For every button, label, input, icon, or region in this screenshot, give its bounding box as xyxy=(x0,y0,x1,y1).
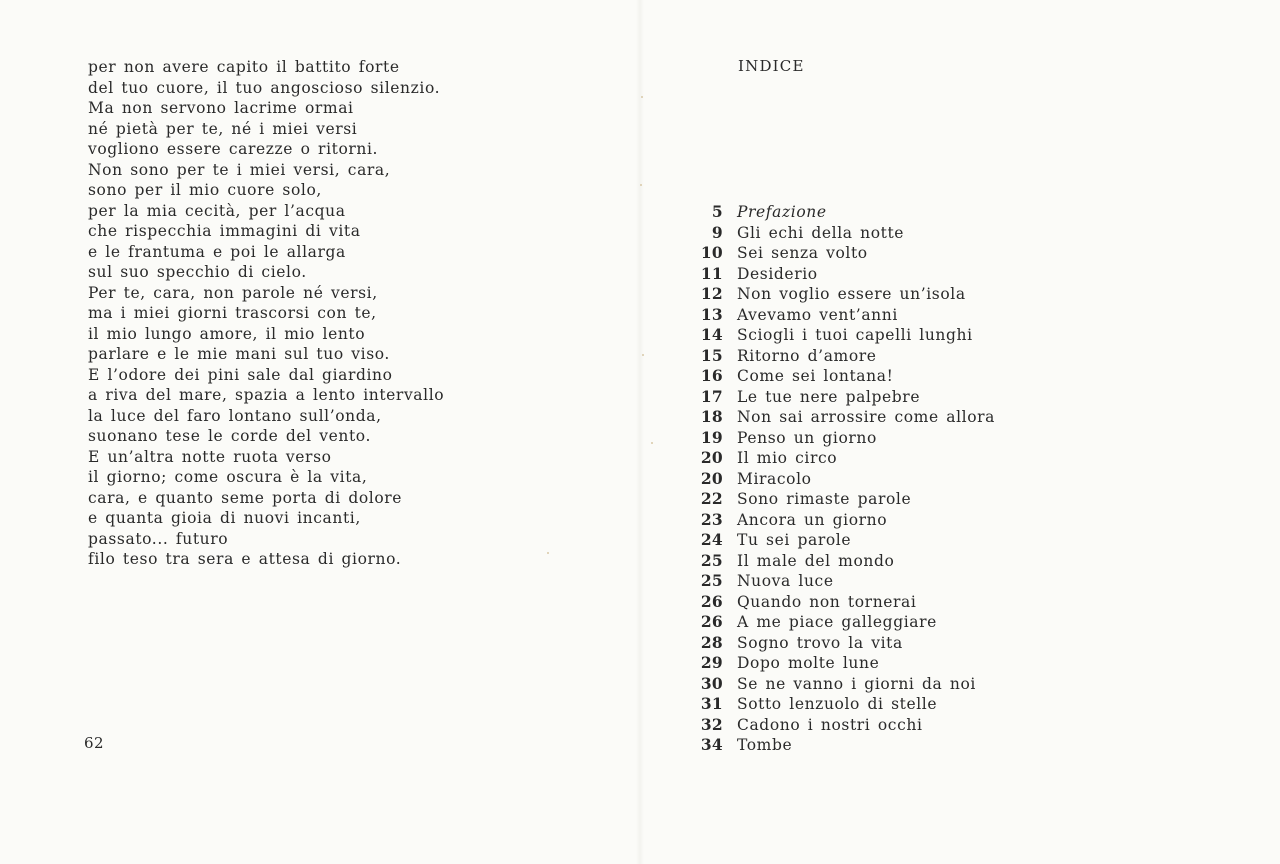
poem-line: né pietà per te, né i miei versi xyxy=(88,119,358,138)
toc-title: Gli echi della notte xyxy=(737,223,905,242)
toc-entry xyxy=(690,530,1110,551)
toc-page-number: 17 xyxy=(700,386,723,406)
toc-entry xyxy=(690,223,1110,244)
toc-title: Il male del mondo xyxy=(737,551,895,570)
toc-page-number: 26 xyxy=(700,612,723,631)
toc-title: Ritorno d’amore xyxy=(737,346,877,365)
toc-title: Non voglio essere un’isola xyxy=(737,285,966,303)
poem-line: sul suo specchio di cielo. xyxy=(88,263,307,281)
toc-entry xyxy=(690,653,1110,674)
toc-entry xyxy=(690,428,1110,449)
poem-line: ma i miei giorni trascorsi con te, xyxy=(88,304,377,322)
toc-entry xyxy=(690,571,1110,592)
toc-page-number: 9 xyxy=(711,222,723,242)
toc-title: Penso un giorno xyxy=(737,428,877,447)
toc-page-number: 29 xyxy=(700,653,723,672)
toc-title: Desiderio xyxy=(737,264,818,283)
poem-line: E un’altra notte ruota verso xyxy=(88,447,332,466)
toc-title: Miracolo xyxy=(737,469,812,488)
toc-title: Se ne vanno i giorni da noi xyxy=(737,674,976,693)
poem-line: e le frantuma e poi le allarga xyxy=(88,242,346,261)
toc-entry xyxy=(690,694,1110,715)
toc-page-number: 25 xyxy=(700,571,723,590)
poem-line: filo teso tra sera e attesa di giorno. xyxy=(88,550,402,568)
toc-title: Non sai arrossire come allora xyxy=(737,408,995,426)
poem-line: passato... futuro xyxy=(88,529,229,548)
toc-page-number: 22 xyxy=(700,489,723,508)
poem-line: suonano tese le corde del vento. xyxy=(88,427,371,445)
toc-page-number: 25 xyxy=(700,550,723,570)
toc-page-number: 20 xyxy=(700,448,723,467)
toc-page-number: 16 xyxy=(700,366,723,385)
toc-page-number: 20 xyxy=(700,468,723,488)
toc-title: Il mio circo xyxy=(737,449,838,467)
poem-line: Per te, cara, non parole né versi, xyxy=(88,283,378,302)
toc-title: Quando non tornerai xyxy=(737,592,917,611)
toc-entry xyxy=(690,735,1110,756)
poem-line: vogliono essere carezze o ritorni. xyxy=(88,140,379,158)
poem-line: a riva del mare, spazia a lento intervallo xyxy=(88,386,445,404)
toc-title: Prefazione xyxy=(737,203,827,221)
paper-speck xyxy=(641,96,643,98)
poem-line: la luce del faro lontano sull’onda, xyxy=(88,406,382,425)
toc-page-number: 26 xyxy=(700,591,723,611)
toc-page-number: 5 xyxy=(711,202,723,221)
paper-speck xyxy=(640,184,642,186)
toc-page-number: 28 xyxy=(700,632,723,652)
toc-page-number: 11 xyxy=(700,263,723,283)
toc-title: Avevamo vent’anni xyxy=(737,305,898,324)
toc-title: Ancora un giorno xyxy=(737,510,888,529)
toc-entry xyxy=(690,387,1110,408)
poem-line: il mio lungo amore, il mio lento xyxy=(88,324,366,343)
toc-page-number: 12 xyxy=(700,284,723,303)
toc-entry xyxy=(690,346,1110,367)
paper-speck xyxy=(651,442,653,444)
toc-entry xyxy=(690,592,1110,613)
toc-page-number: 30 xyxy=(700,673,723,693)
poem-text xyxy=(88,57,508,570)
poem-line: e quanta gioia di nuovi incanti, xyxy=(88,509,361,527)
toc-entry xyxy=(690,612,1110,633)
poem-line: Ma non servono lacrime ormai xyxy=(88,99,354,117)
toc-title: Sono rimaste parole xyxy=(737,490,912,508)
paper-speck xyxy=(547,552,549,554)
toc-title: Tombe xyxy=(737,736,793,754)
toc-entry xyxy=(690,469,1110,490)
toc-page-number: 13 xyxy=(700,304,723,324)
toc-page-number: 32 xyxy=(700,714,723,734)
toc-title: Sciogli i tuoi capelli lunghi xyxy=(737,326,973,344)
toc-page-number: 31 xyxy=(700,694,723,713)
toc-title: Come sei lontana! xyxy=(737,367,894,385)
toc-title: Sotto lenzuolo di stelle xyxy=(737,695,938,713)
toc-page-number: 24 xyxy=(700,530,723,549)
toc-title: Le tue nere palpebre xyxy=(737,387,921,406)
toc-entry xyxy=(690,448,1110,469)
toc-entry xyxy=(690,633,1110,654)
poem-line: Non sono per te i miei versi, cara, xyxy=(88,160,391,179)
toc-title: Tu sei parole xyxy=(737,531,852,549)
toc-page-number: 23 xyxy=(700,509,723,529)
paper-speck xyxy=(642,354,644,356)
poem-line: cara, e quanto seme porta di dolore xyxy=(88,488,403,507)
toc-entry xyxy=(690,284,1110,305)
table-of-contents xyxy=(690,202,1110,756)
poem-line: che rispecchia immagini di vita xyxy=(88,222,361,240)
toc-page-number: 15 xyxy=(700,345,723,365)
poem-line: per non avere capito il battito forte xyxy=(88,58,400,76)
poem-line: parlare e le mie mani sul tuo viso. xyxy=(88,345,390,363)
toc-entry xyxy=(690,551,1110,572)
toc-entry xyxy=(690,407,1110,428)
toc-entry xyxy=(690,489,1110,510)
toc-entry xyxy=(690,305,1110,326)
toc-page-number: 19 xyxy=(700,427,723,447)
toc-entry xyxy=(690,264,1110,285)
toc-entry xyxy=(690,674,1110,695)
toc-page-number: 10 xyxy=(700,243,723,262)
index-title: INDICE xyxy=(738,57,805,75)
toc-title: Cadono i nostri occhi xyxy=(737,715,923,734)
toc-title: Dopo molte lune xyxy=(737,654,880,672)
book-gutter xyxy=(636,0,644,864)
poem-line: E l’odore dei pini sale dal giardino xyxy=(88,365,393,384)
toc-page-number: 14 xyxy=(700,325,723,344)
toc-entry xyxy=(690,243,1110,264)
toc-title: Sogno trovo la vita xyxy=(737,633,903,652)
toc-entry xyxy=(690,510,1110,531)
toc-title: Sei senza volto xyxy=(737,244,868,262)
toc-entry xyxy=(690,202,1110,223)
poem-line: sono per il mio cuore solo, xyxy=(88,181,322,199)
toc-entry xyxy=(690,715,1110,736)
toc-page-number: 18 xyxy=(700,407,723,426)
poem-line: del tuo cuore, il tuo angoscioso silenzio. xyxy=(88,78,441,97)
toc-title: A me piace galleggiare xyxy=(737,613,937,631)
poem-line: il giorno; come oscura è la vita, xyxy=(88,468,368,486)
toc-entry xyxy=(690,366,1110,387)
toc-title: Nuova luce xyxy=(737,572,834,590)
page-number: 62 xyxy=(84,734,105,752)
toc-entry xyxy=(690,325,1110,346)
toc-page-number: 34 xyxy=(700,735,723,754)
poem-line: per la mia cecità, per l’acqua xyxy=(88,201,346,220)
